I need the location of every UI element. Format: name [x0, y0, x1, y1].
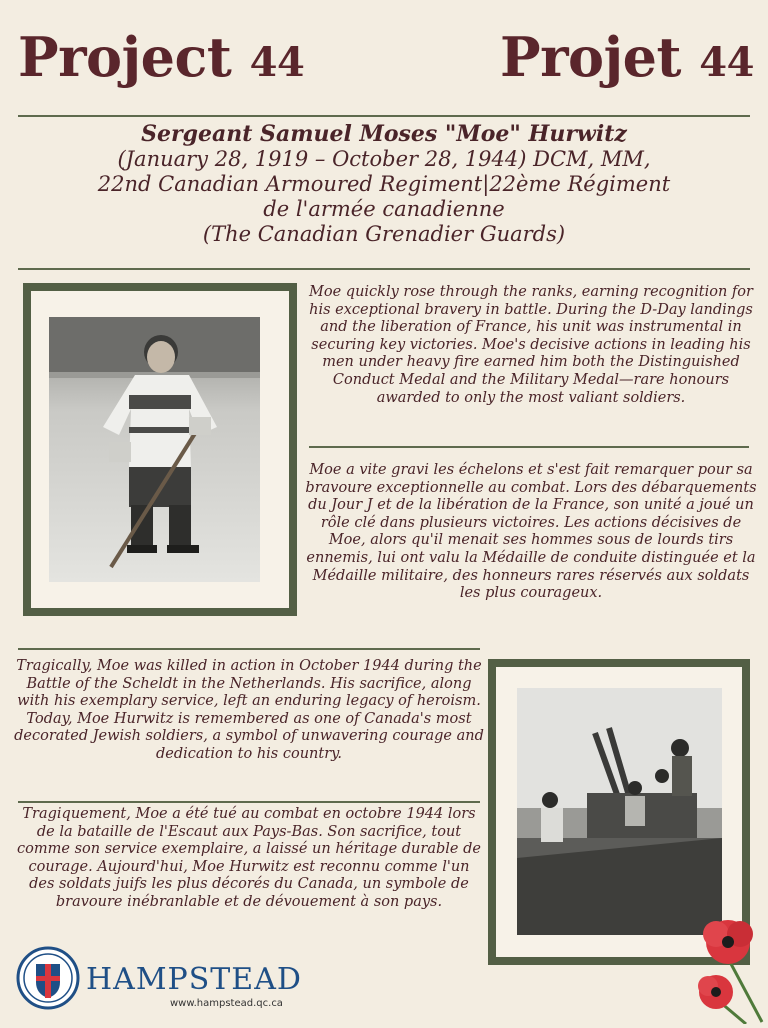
paragraph-1-french: Moe a vite gravi les échelons et s'est fait remarquer pour sa bravoure exceptionnelle au combat. Lors des débarquements du Jour J et de la libération de la France, son unité a joué un rôle clé dans plusieurs victoires. Les actions décisives de Moe, alors qu'il menait ses hommes sous de lourds tirs ennemis, lui ont valu la Médaille de conduite distinguée et la Médaille militaire, des honneurs rares réservés aux soldats les plus courageux. [305, 462, 757, 602]
subject-regiment: 22nd Canadian Armoured Regiment|22ème Régiment [97, 172, 671, 196]
hampstead-crest-icon [16, 946, 80, 1010]
title-english-word: Project [18, 25, 232, 89]
paragraph-1-divider [309, 446, 749, 448]
tank-photo [517, 688, 722, 935]
hampstead-url[interactable]: www.hampstead.qc.ca [170, 998, 283, 1009]
title-french-word: Projet [500, 25, 681, 89]
hampstead-brand: HAMPSTEAD [86, 962, 302, 997]
paragraph-2-divider [18, 801, 480, 803]
title-french [500, 25, 754, 89]
poppy-flowers [690, 912, 768, 1024]
subject-regiment-cont: de l'armée canadienne [263, 197, 505, 221]
middle-divider [18, 648, 480, 650]
title-english-number: 44 [249, 39, 305, 86]
paragraph-2-english: Tragically, Moe was killed in action in October 1944 during the Battle of the Scheldt in the Netherlands. His sacrifice, along with his exemplary service, left an enduring legacy of heroism. Today, Moe Hurwitz is remembered as one of Canada's most decorated Jewish soldiers, a symbol of unwavering courage and dedication to his country. [14, 658, 484, 762]
title-english [18, 25, 305, 89]
hockey-photo [49, 317, 260, 582]
subject-dates: (January 28, 1919 – October 28, 1944) DCM, MM, [117, 147, 651, 171]
paragraph-2-french: Tragiquement, Moe a été tué au combat en octobre 1944 lors de la bataille de l'Escaut aux Pays-Bas. Son sacrifice, tout comme son service exemplaire, a laissé un héritage durable de courage. Aujourd'hui, Moe Hurwitz est reconnu comme l'un des soldats juifs les plus décorés du Canada, un symbole de bravoure inébranlable et de dévouement à son pays. [17, 806, 481, 910]
paragraph-1-english: Moe quickly rose through the ranks, earning recognition for his exceptional bravery in battle. During the D-Day landings and the liberation of France, his unit was instrumental in securing key victories. Moe's decisive actions in leading his men under heavy fire earned him both the Distinguished Conduct Medal and the Military Medal—rare honours awarded to only the most valiant soldiers. [309, 284, 753, 406]
subject-unit: (The Canadian Grenadier Guards) [202, 222, 566, 246]
subject-divider [18, 268, 750, 270]
top-divider [18, 115, 750, 117]
subject-name: Sergeant Samuel Moses "Moe" Hurwitz [141, 121, 627, 147]
subject-block [10, 121, 758, 247]
title-french-number: 44 [699, 39, 754, 86]
